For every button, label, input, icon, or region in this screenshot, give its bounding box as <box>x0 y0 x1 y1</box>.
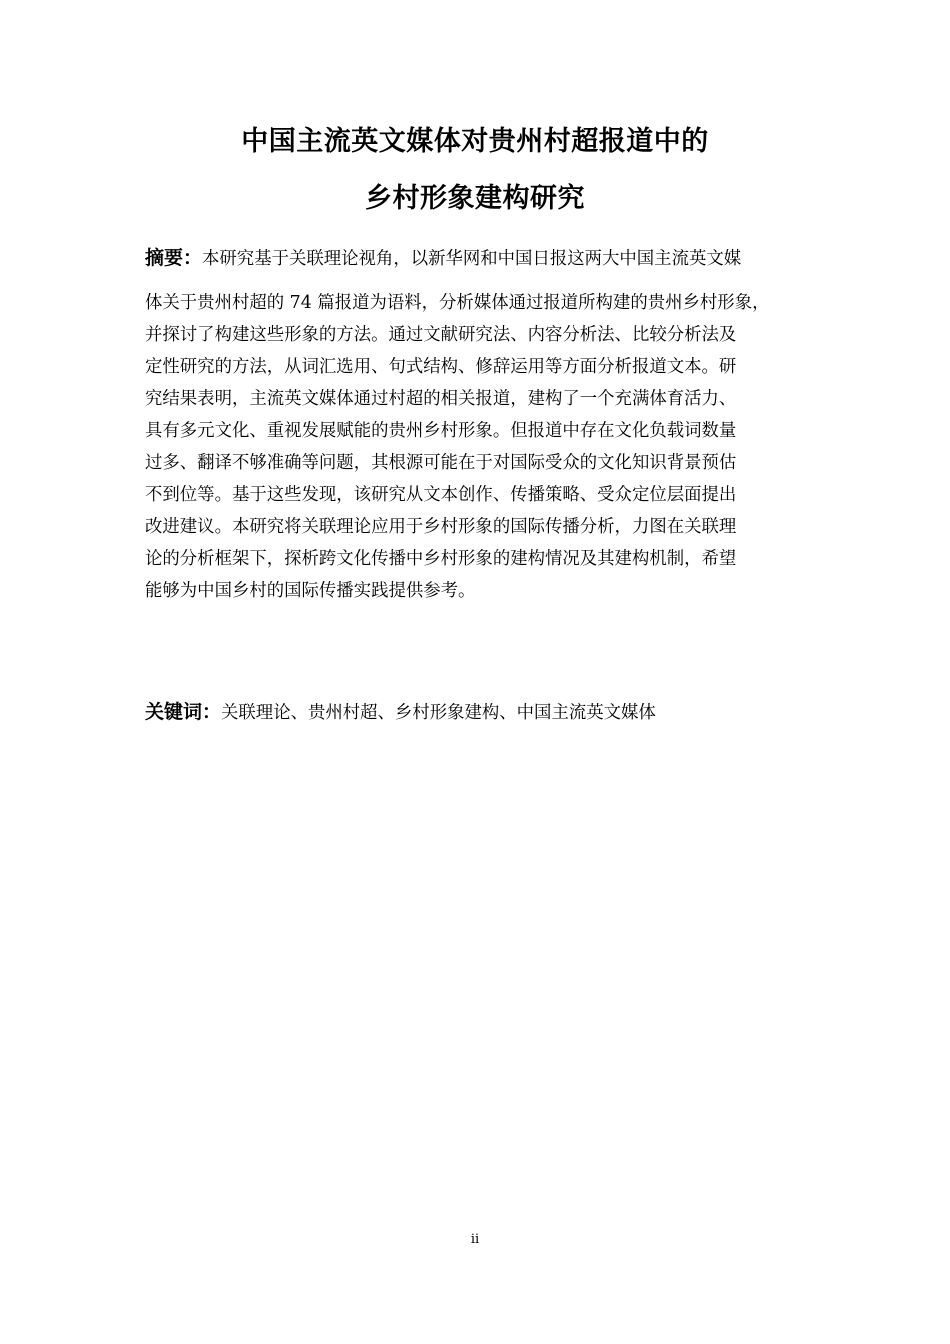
abstract-label: 摘要： <box>145 247 203 269</box>
abstract-line: 定性研究的方法，从词汇选用、句式结构、修辞运用等方面分析报道文本。研 <box>145 357 737 377</box>
abstract-line <box>145 242 809 275</box>
abstract-line-text: 本研究基于关联理论视角，以新华网和中国日报这两大中国主流英文媒 <box>202 249 742 269</box>
abstract-line: 体关于贵州村超的 74 篇报道为语料，分析媒体通过报道所构建的贵州乡村形象， <box>145 293 770 313</box>
abstract-line: 具有多元文化、重视发展赋能的贵州乡村形象。但报道中存在文化负载词数量 <box>145 421 737 441</box>
abstract-line: 不到位等。基于这些发现，该研究从文本创作、传播策略、受众定位层面提出 <box>145 485 737 505</box>
abstract-line: 究结果表明，主流英文媒体通过村超的相关报道，建构了一个充满体育活力、 <box>145 389 737 409</box>
abstract-line: 过多、翻译不够准确等问题，其根源可能在于对国际受众的文化知识背景预估 <box>145 453 737 473</box>
abstract-line: 能够为中国乡村的国际传播实践提供参考。 <box>145 581 476 601</box>
page-number: ii <box>470 1232 480 1247</box>
abstract-line: 并探讨了构建这些形象的方法。通过文献研究法、内容分析法、比较分析法及 <box>145 325 737 345</box>
keywords-line <box>145 696 656 729</box>
abstract-block <box>145 242 809 607</box>
keywords-label: 关键词： <box>145 701 222 723</box>
keywords-text: 关联理论、贵州村超、乡村形象建构、中国主流英文媒体 <box>221 703 656 723</box>
paper-title-line-1: 中国主流英文媒体对贵州村超报道中的 <box>241 126 709 157</box>
abstract-line: 论的分析框架下，探析跨文化传播中乡村形象的建构情况及其建构机制，希望 <box>145 549 737 569</box>
abstract-line: 改进建议。本研究将关联理论应用于乡村形象的国际传播分析，力图在关联理 <box>145 517 737 537</box>
paper-title-line-2: 乡村形象建构研究 <box>365 183 585 214</box>
